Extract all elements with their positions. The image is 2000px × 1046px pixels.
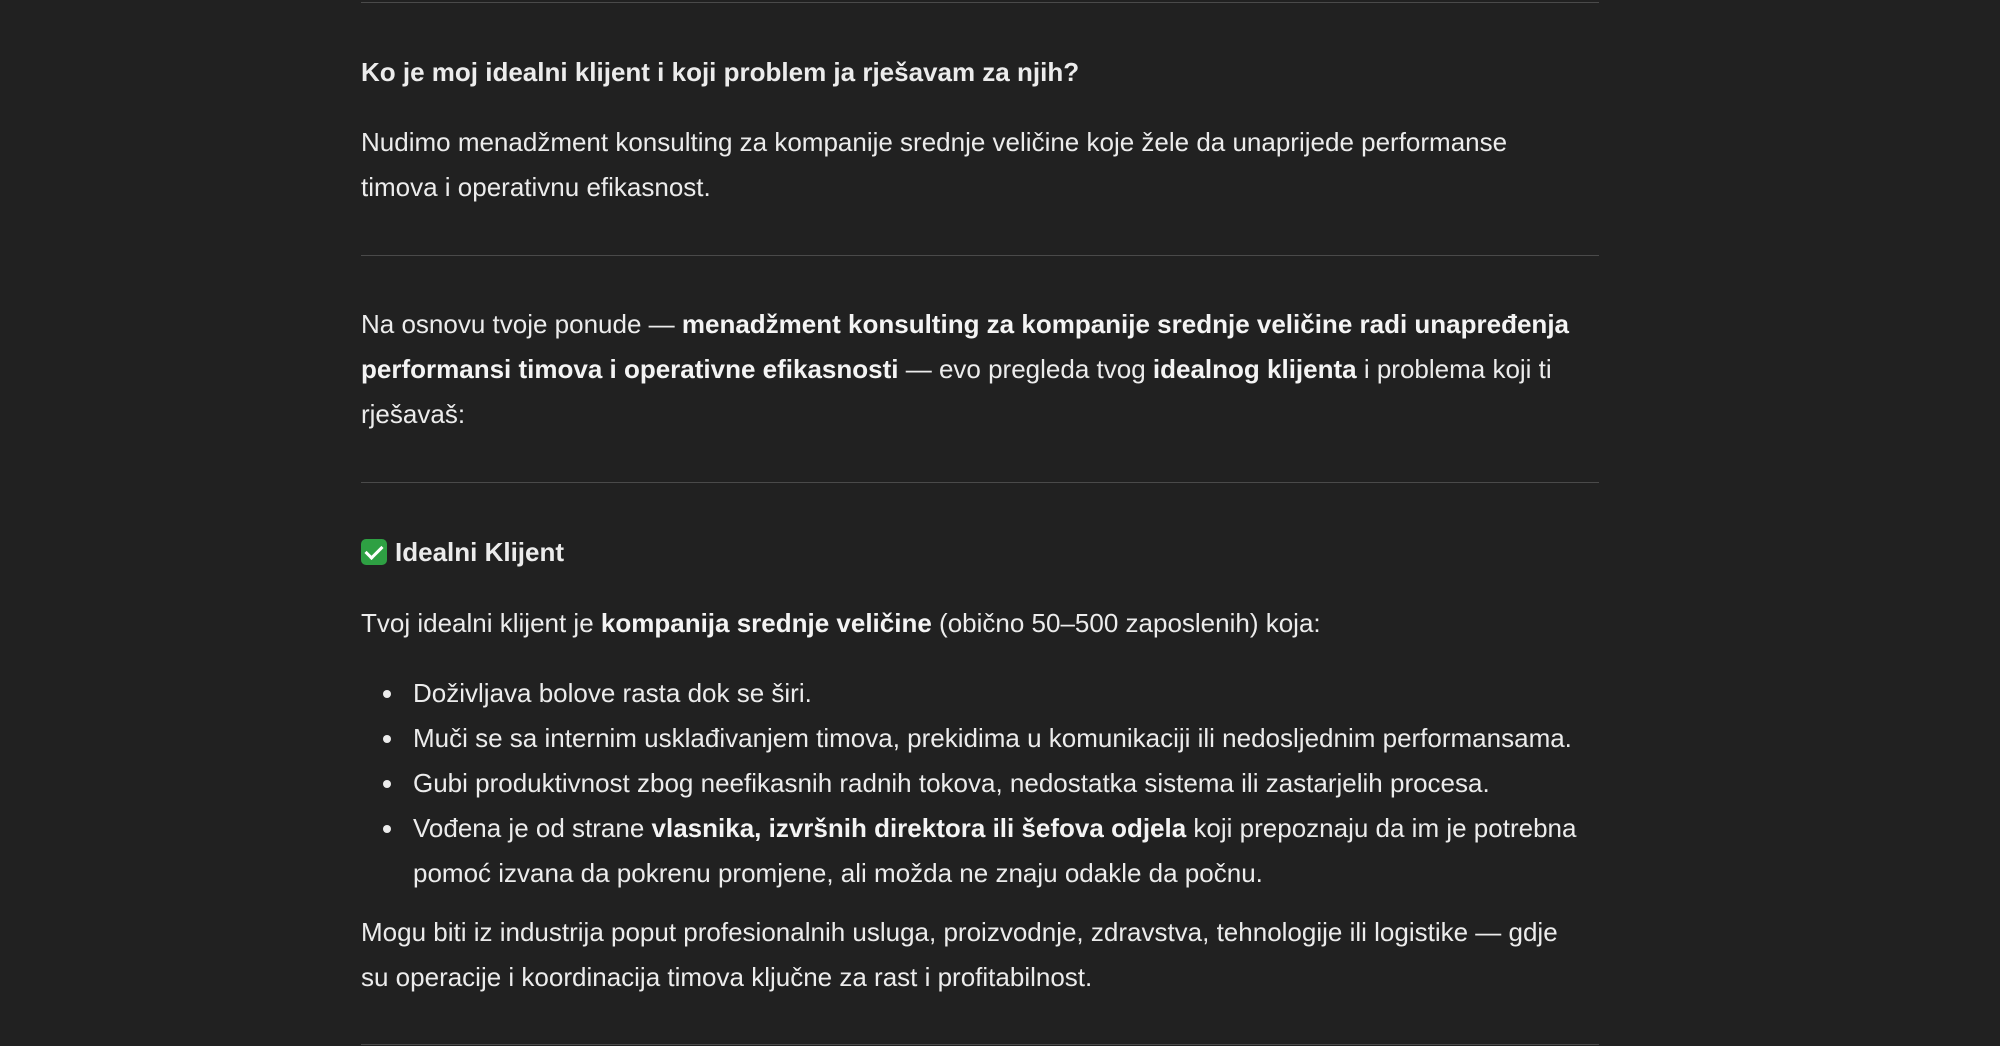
list-item-text: koji prepoznaju da im je potrebna: [1186, 813, 1577, 843]
lead-text: (obično 50–500 zaposlenih) koja:: [931, 608, 1321, 638]
section-heading: [361, 530, 564, 575]
check-mark-button-icon: [361, 539, 387, 565]
closing-line-1: Mogu biti iz industrija poput profesionalnih usluga, proizvodnje, zdravstva, tehnologije ili logistike — gdje: [361, 917, 1558, 947]
list-item: Doživljava bolove rasta dok se širi.: [413, 678, 812, 708]
list-item: [413, 806, 1576, 851]
list-item-text: Vođena je od strane: [413, 813, 652, 843]
intro-text: Na osnovu tvoje ponude —: [361, 309, 682, 339]
intro-bold: idealnog klijenta: [1152, 354, 1357, 384]
intro-line-1: [361, 302, 1569, 347]
list-item: Gubi produktivnost zbog neefikasnih radnih tokova, nedostatka sistema ili zastarjelih procesa.: [413, 768, 1490, 798]
list-item-continuation: pomoć izvana da pokrenu promjene, ali možda ne znaju odakle da počnu.: [413, 858, 1263, 888]
answer-line-1: Nudimo menadžment konsulting za kompanije srednje veličine koje žele da unaprijede performanse: [361, 127, 1508, 157]
divider: [361, 2, 1599, 3]
answer-line-2: timova i operativnu efikasnost.: [361, 172, 711, 202]
intro-bold: performansi timova i operativne efikasnosti: [361, 354, 899, 384]
intro-line-3: rješavaš:: [361, 399, 466, 429]
list-item: Muči se sa internim usklađivanjem timova, prekidima u komunikaciji ili nedosljednim performansama.: [413, 723, 1572, 753]
divider: [361, 482, 1599, 483]
list-item-bold: vlasnika, izvršnih direktora ili šefova odjela: [651, 813, 1187, 843]
intro-line-2: [361, 347, 1552, 392]
section-lead: [361, 601, 1321, 646]
lead-bold: kompanija srednje veličine: [600, 608, 932, 638]
divider: [361, 1044, 1599, 1045]
intro-bold: menadžment konsulting za kompanije srednje veličine radi unapređenja: [681, 309, 1569, 339]
bullet-dot: [383, 735, 391, 743]
divider: [361, 255, 1599, 256]
lead-text: Tvoj idealni klijent je: [361, 608, 601, 638]
bullet-dot: [383, 825, 391, 833]
bullet-dot: [383, 690, 391, 698]
closing-line-2: su operacije i koordinacija timova ključne za rast i profitabilnost.: [361, 962, 1093, 992]
question-title: Ko je moj idealni klijent i koji problem ja rješavam za njih?: [361, 57, 1080, 87]
intro-text: — evo pregleda tvog: [898, 354, 1153, 384]
bullet-dot: [383, 780, 391, 788]
intro-text: i problema koji ti: [1356, 354, 1552, 384]
section-heading-text: Idealni Klijent: [395, 537, 565, 567]
